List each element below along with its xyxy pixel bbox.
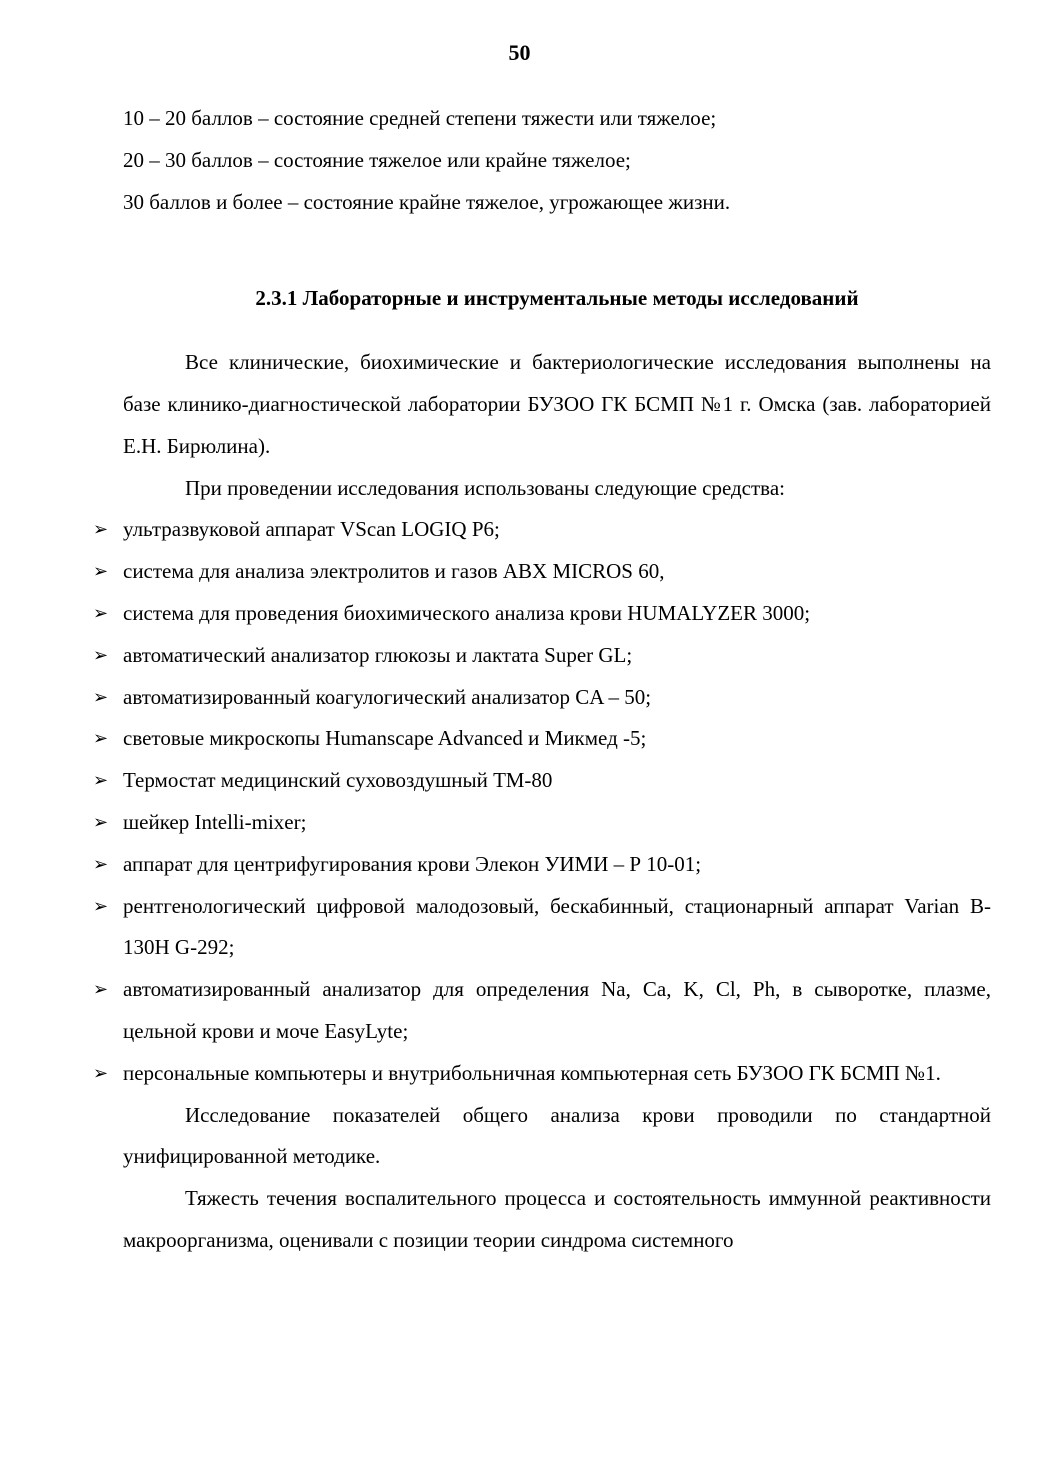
list-item-text: автоматизированный коагулогический анализатор CA – 50; (123, 684, 652, 709)
list-item (93, 551, 991, 593)
arrowhead-bullet-icon: ➢ (93, 519, 109, 541)
list-item (93, 593, 991, 635)
page-content (93, 98, 991, 1262)
list-item-text: аппарат для центрифугирования крови Элекон УИМИ – Р 10-01; (123, 851, 702, 876)
list-item-text: система для проведения биохимического анализа крови HUMALYZER 3000; (123, 600, 811, 625)
list-item (93, 1053, 991, 1095)
score-line: 30 баллов и более – состояние крайне тяжелое, угрожающее жизни. (123, 189, 731, 214)
list-item-text: шейкер Intelli-mixer; (123, 809, 307, 834)
arrowhead-bullet-icon: ➢ (93, 979, 109, 1001)
score-line: 20 – 30 баллов – состояние тяжелое или крайне тяжелое; (123, 147, 631, 172)
arrowhead-bullet-icon: ➢ (93, 686, 109, 708)
list-item-text: рентгенологический цифровой малодозовый, бескабинный, стационарный аппарат Varian B-130H G-292; (123, 893, 991, 960)
arrowhead-bullet-icon: ➢ (93, 561, 109, 583)
list-item (93, 760, 991, 802)
intro-paragraph: Все клинические, биохимические и бактериологические исследования выполнены на базе клинико-диагностической лаборатории БУЗОО ГК БСМП №1 г. Омска (зав. лабораторией Е.Н. Бирюлина). (123, 350, 991, 458)
arrowhead-bullet-icon: ➢ (93, 811, 109, 833)
list-item (93, 718, 991, 760)
arrowhead-bullet-icon: ➢ (93, 770, 109, 792)
list-item-text: персональные компьютеры и внутрибольничная компьютерная сеть БУЗОО ГК БСМП №1. (123, 1060, 941, 1085)
severity-paragraph: Тяжесть течения воспалительного процесса и состоятельность иммунной реактивности макроорганизма, оценивали с позиции теории синдрома системного (123, 1186, 991, 1252)
list-item-text: световые микроскопы Humanscape Advanced и Микмед -5; (123, 726, 647, 751)
list-intro: При проведении исследования использованы следующие средства: (185, 475, 785, 500)
list-item (93, 802, 991, 844)
score-scale (123, 98, 991, 223)
section-heading: 2.3.1 Лабораторные и инструментальные методы исследований (255, 286, 859, 311)
page-number: 50 (508, 40, 531, 65)
blood-analysis-paragraph: Исследование показателей общего анализа крови проводили по стандартной унифицированной методике. (123, 1102, 991, 1169)
arrowhead-bullet-icon: ➢ (93, 853, 109, 875)
arrowhead-bullet-icon: ➢ (93, 644, 109, 666)
list-item-text: автоматизированный анализатор для определения Na, Ca, K, Cl, Ph, в сыворотке, плазме, цельной крови и моче EasyLyte; (123, 977, 991, 1043)
score-line: 10 – 20 баллов – состояние средней степени тяжести или тяжелое; (123, 106, 717, 130)
list-item (93, 844, 991, 886)
list-item-text: Термостат медицинский суховоздушный ТМ-80 (123, 768, 553, 793)
list-item (93, 969, 991, 1053)
arrowhead-bullet-icon: ➢ (93, 895, 109, 917)
arrowhead-bullet-icon: ➢ (93, 602, 109, 624)
list-item (93, 677, 991, 719)
arrowhead-bullet-icon: ➢ (93, 1062, 109, 1084)
arrowhead-bullet-icon: ➢ (93, 728, 109, 750)
list-item-text: система для анализа электролитов и газов ABX MICROS 60, (123, 559, 665, 584)
list-item (93, 509, 991, 551)
list-item-text: автоматический анализатор глюкозы и лактата Super GL; (123, 642, 633, 667)
list-item (93, 635, 991, 677)
equipment-list (93, 509, 991, 1094)
list-item (93, 886, 991, 970)
list-item-text: ультразвуковой аппарат VScan LOGIQ P6; (123, 517, 500, 542)
